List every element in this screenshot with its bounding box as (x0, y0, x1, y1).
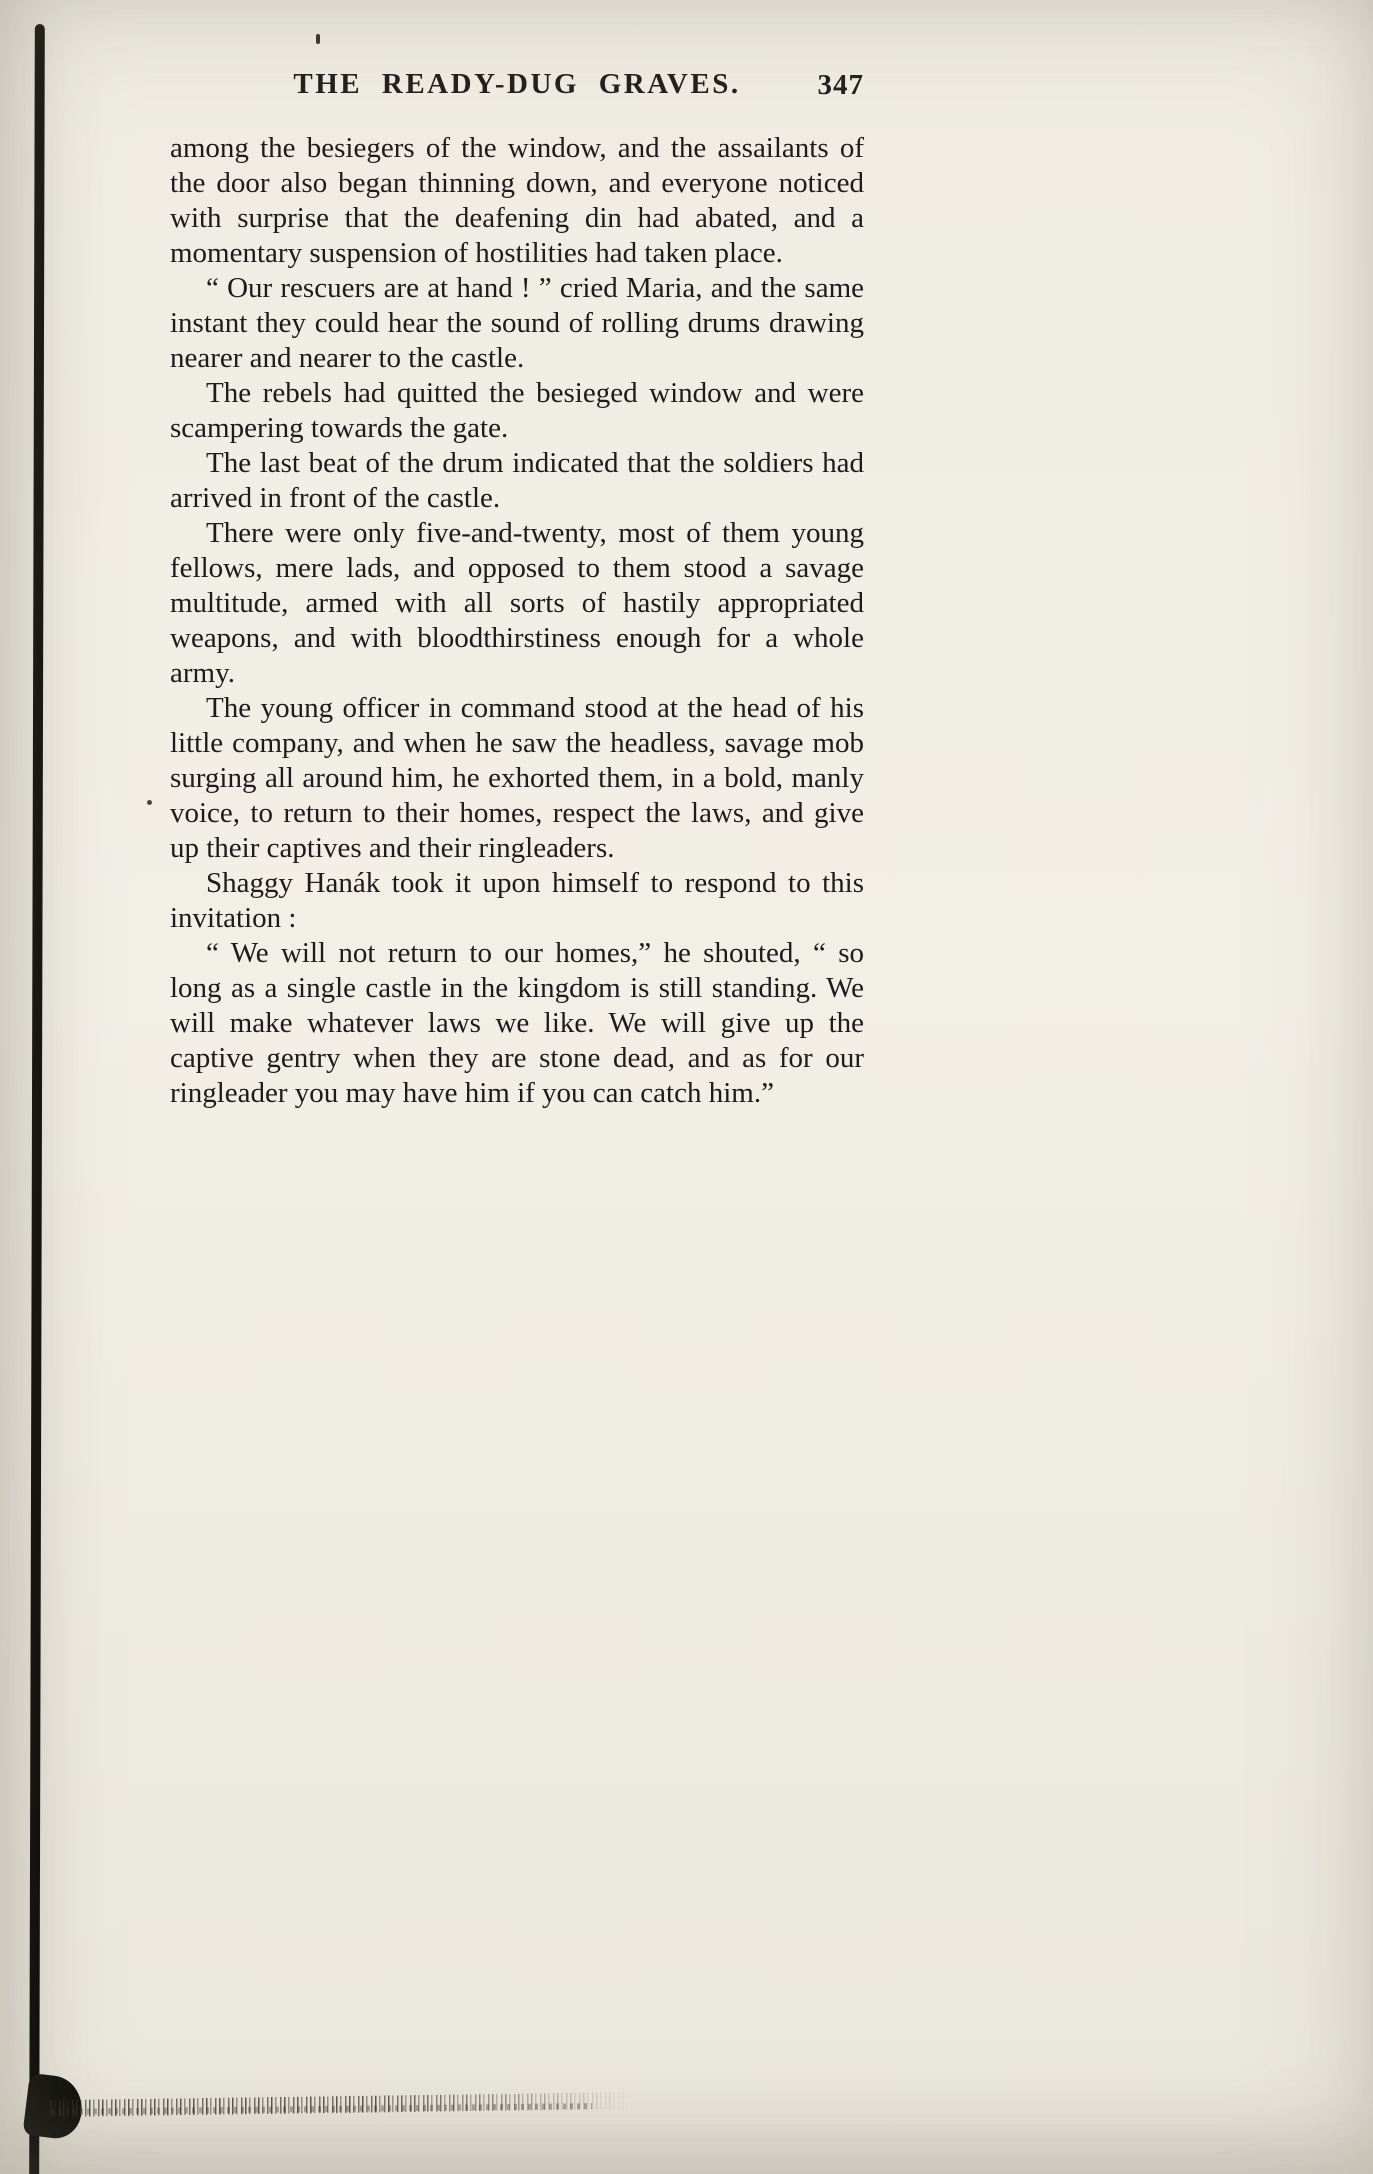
binding-edge (29, 24, 45, 2174)
paragraph: The young officer in command stood at the head of his little company, and when he saw the headless, savage mob surging all around him, he exhorted them, in a bold, manly voice, to return to their homes, respect the laws, and give up their captives and their ringleaders. (170, 692, 864, 864)
paragraph: Shaggy Hanák took it upon himself to respond to this invitation : (170, 867, 864, 934)
running-header (170, 68, 864, 108)
paragraph: The rebels had quitted the besieged window and were scampering towards the gate. (170, 377, 864, 444)
text-block (170, 131, 864, 1111)
page-title: THE READY-DUG GRAVES. (293, 68, 741, 100)
paragraph: There were only five-and-twenty, most of them young fellows, mere lads, and opposed to them stood a savage multitude, armed with all sorts of hastily appropriated weapons, and with bloodthirstiness enough for a whole army. (170, 517, 864, 689)
paragraph-continuation: among the besiegers of the window, and the assailants of the door also began thinning down, and everyone noticed with surprise that the deafening din had abated, and a momentary suspension of hostilities had taken place. (170, 132, 864, 269)
scan-speck (316, 34, 320, 44)
paragraph: The last beat of the drum indicated that the soldiers had arrived in front of the castle. (170, 447, 864, 514)
scan-speck (147, 800, 152, 805)
paragraph: “ Our rescuers are at hand ! ” cried Maria, and the same instant they could hear the sound of rolling drums drawing nearer and nearer to the castle. (170, 272, 864, 374)
page-number: 347 (817, 69, 864, 101)
paragraph: “ We will not return to our homes,” he shouted, “ so long as a single castle in the kingdom is still standing. We will make whatever laws we like. We will give up the captive gentry when they are stone dead, and as for our ringleader you may have him if you can catch him.” (170, 937, 864, 1109)
